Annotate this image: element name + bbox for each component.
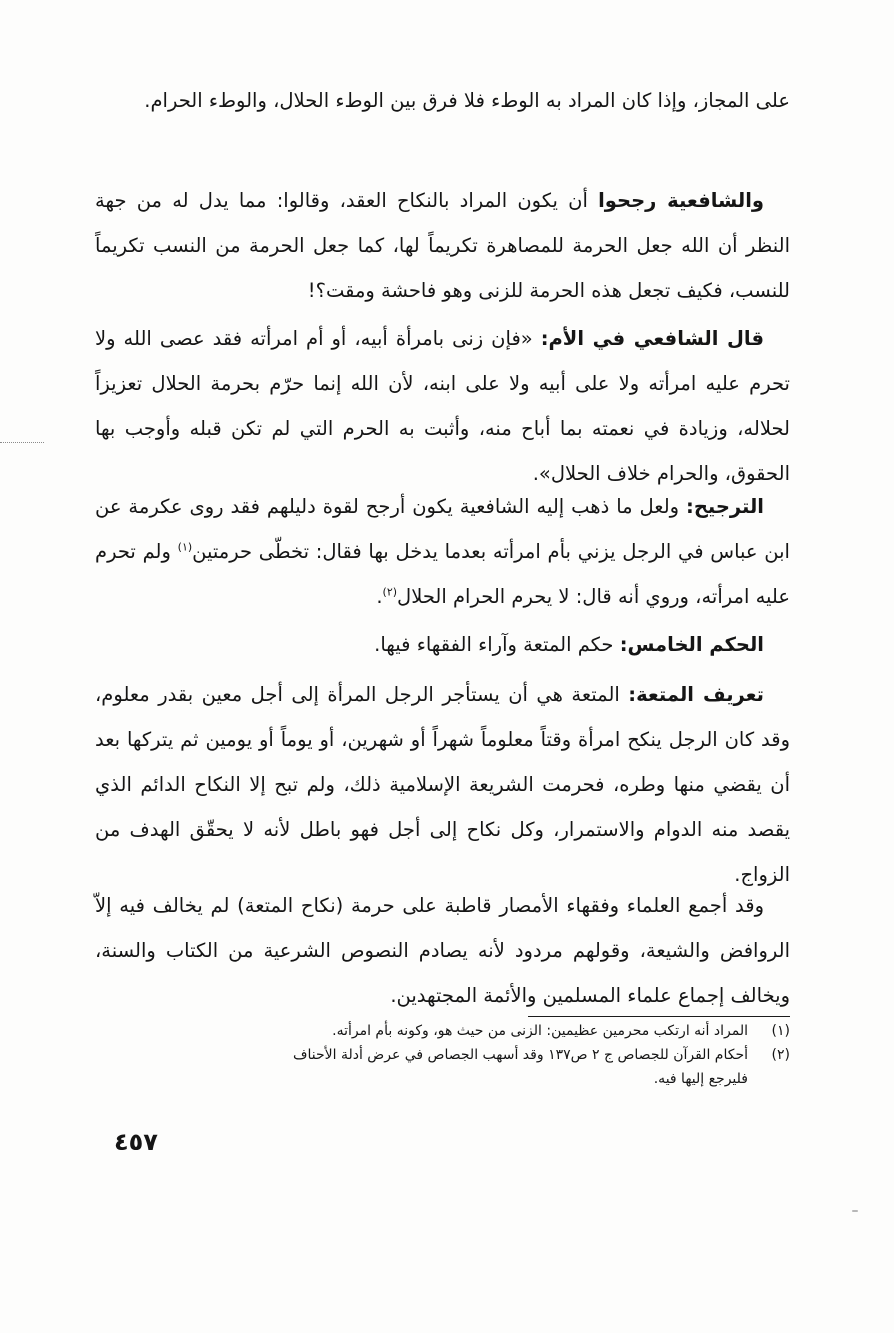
paragraph-heading: الترجيح: <box>686 495 764 518</box>
paragraph-text: على المجاز، وإذا كان المراد به الوطء فلا فرق بين الوطء الحلال، والوطء الحرام. <box>144 89 790 112</box>
paragraph-fifth-ruling <box>95 622 790 667</box>
paragraph-heading: تعريف المتعة: <box>628 683 765 706</box>
footnote-number: (١) <box>771 1023 790 1039</box>
footnote-number: (٢) <box>771 1047 790 1063</box>
paragraph-body <box>95 316 790 496</box>
paragraph-text: ولعل ما ذهب إليه الشافعية يكون أرجح لقوة دليلهم فقد روى عكرمة عن ابن عباس في الرجل يزني بأم امرأته بعدما يدخل بها فقال: تخطّى حرمتين <box>95 495 790 563</box>
footnote-1 <box>140 1019 790 1043</box>
paragraph-body <box>95 622 790 667</box>
scan-speck <box>852 1210 858 1212</box>
footnote-separator <box>528 1016 790 1017</box>
paragraph-heading: قال الشافعي في الأم: <box>540 327 764 350</box>
paragraph-shafiiya <box>95 178 790 313</box>
footnote-text: أحكام القرآن للجصاص ج ٢ ص١٣٧ وقد أسهب الجصاص في عرض أدلة الأحناف <box>292 1047 748 1063</box>
paragraph-heading: الحكم الخامس: <box>619 633 764 656</box>
paragraph-mutah-definition <box>95 672 790 897</box>
paragraph-text: وقد أجمع العلماء وفقهاء الأمصار قاطبة على حرمة (نكاح المتعة) لم يخالف فيه إلاّ الروافض والشيعة، وقولهم مردود لأنه يصادم النصوص الشرعية من الكتاب والسنة، ويخالف إجماع علماء المسلمين والأئمة المجتهدين. <box>95 894 790 1007</box>
footnotes <box>140 1019 790 1091</box>
footnote-ref-2: (٢) <box>382 585 398 599</box>
footnote-ref-1: (١) <box>177 540 193 554</box>
paragraph-intro <box>95 78 790 123</box>
paragraph-end: . <box>376 585 383 608</box>
paragraph-text: «فإن زنى بامرأة أبيه، أو أم امرأته فقد عصى الله ولا تحرم عليه امرأته ولا على أبيه ولا على ابنه، لأن الله إنما حرّم بحرمة الحلال تعزيزاً لحلاله، وزيادة في نعمته بما أباح منه، وأثبت به الحرم التي لم تكن قبله وأوجب بها الحقوق، والحرام خلاف الحلال». <box>95 327 790 485</box>
paragraph-tarjih <box>95 484 790 619</box>
paragraph-body <box>95 672 790 897</box>
footnote-2 <box>140 1043 790 1067</box>
paragraph-text: ولم تحرم عليه امرأته، وروي أنه قال: لا يحرم الحرام الحلال <box>95 540 790 608</box>
footnote-2-continuation: فليرجع إليها فيه. <box>653 1071 748 1087</box>
page-number: ٤٥٧ <box>114 1128 158 1156</box>
paragraph-heading: والشافعية رجحوا <box>598 189 765 212</box>
paragraph-consensus <box>95 883 790 1018</box>
paragraph-text: أن يكون المراد بالنكاح العقد، وقالوا: مما يدل له من جهة النظر أن الله جعل الحرمة للمصاهرة تكريماً لها، كما جعل الحرمة من النسب تكريماً للنسب، فكيف تجعل هذه الحرمة للزنى وهو فاحشة ومقت؟! <box>95 189 790 302</box>
paragraph-body <box>95 178 790 313</box>
paragraph-text: المتعة هي أن يستأجر الرجل المرأة إلى أجل معين بقدر معلوم، وقد كان الرجل ينكح امرأة وقتاً معلوماً شهراً أو شهرين، أو يوماً أو يومين ثم يتركها بعد أن يقضي منها وطره، فحرمت الشريعة الإسلامية ذلك، ولم تبح إلا النكاح الدائم الذي يقصد منه الدوام والاستمرار، وكل نكاح إلى أجل فهو باطل لأنه لا يحقّق الهدف من الزواج. <box>95 683 790 886</box>
paragraph-shafii-quote <box>95 316 790 496</box>
paragraph-text: حكم المتعة وآراء الفقهاء فيها. <box>374 633 620 656</box>
footnote-text: المراد أنه ارتكب محرمين عظيمين: الزنى من حيث هو، وكونه بأم امرأته. <box>332 1023 748 1039</box>
paragraph-body <box>95 484 790 619</box>
margin-dotted-mark <box>0 442 44 443</box>
